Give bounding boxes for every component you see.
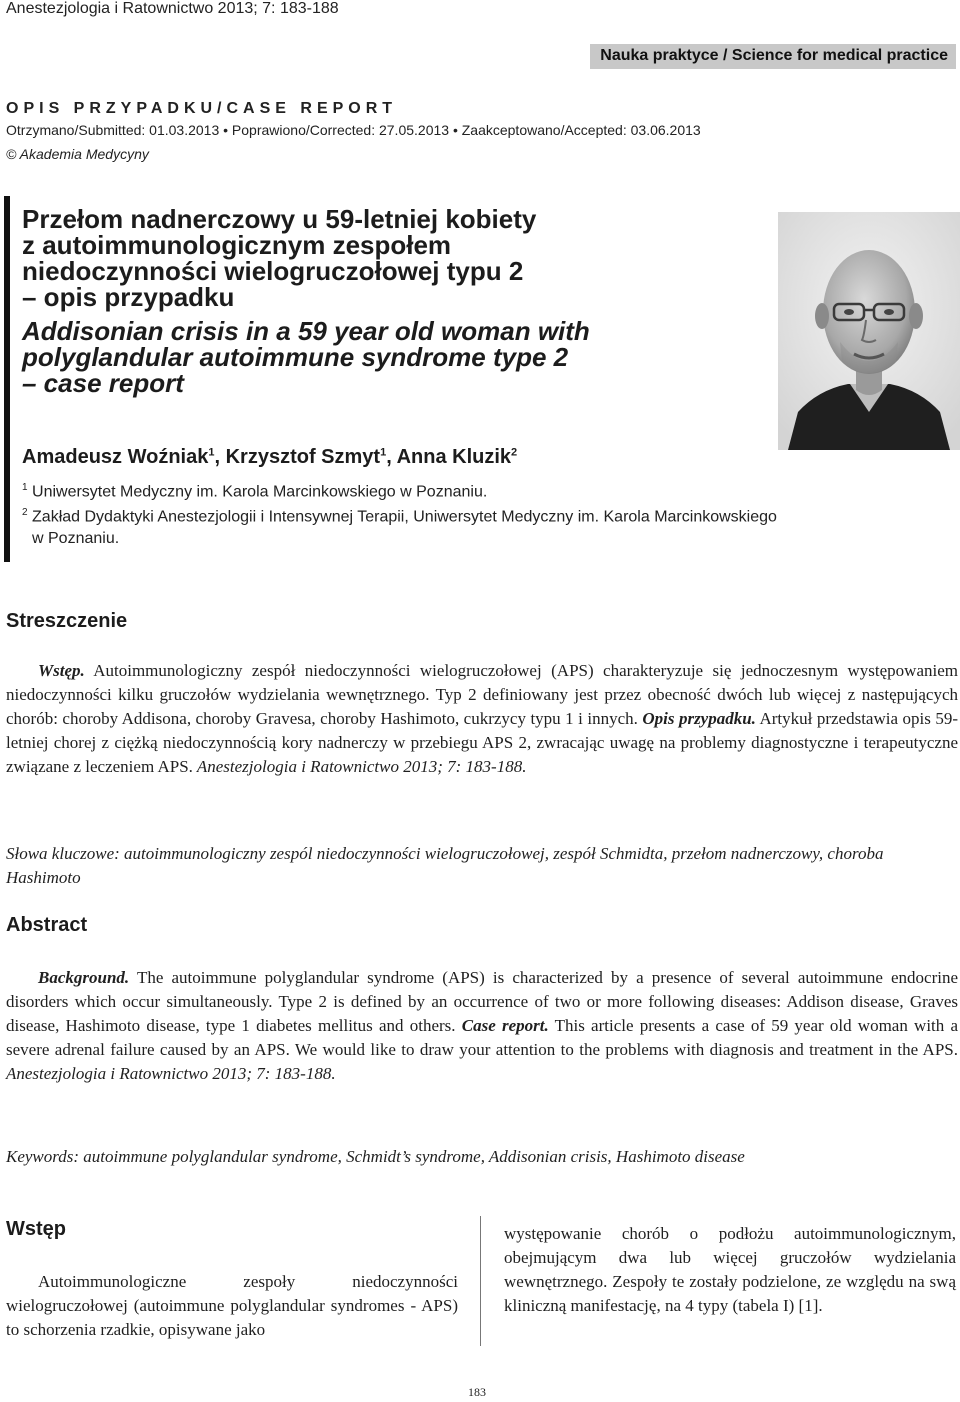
copyright-notice: © Akademia Medycyny — [6, 146, 149, 162]
affiliation-2 — [22, 502, 922, 550]
column-divider — [480, 1216, 481, 1346]
author-name: Amadeusz Woźniak — [22, 446, 209, 468]
label-background: Background. — [38, 968, 130, 987]
affiliation-number: 2 — [22, 507, 28, 518]
title-accent-bar — [4, 196, 10, 562]
case-text: Artykuł przedstawia opis 59-letniej chorej z ciężką niedoczynnością kory nadnerczy w przebiegu APS 2, zwracając uwagę na problemy diagnostyczne i terapeutyczne związane z leczeniem APS. — [6, 709, 958, 776]
author-affiliation-ref: 1 — [208, 446, 215, 459]
intro-text: Autoimmunologiczny zespół niedoczynności wielogruczołowej (APS) charakteryzuje się jednoczesnym występowaniem niedoczynności kilku gruczołów wydzielania wewnętrznego. Typ 2 definiowany jest przez obecność dwóch lub więcej z następujących chorób: choroby Addisona, choroby Gravesa, choroby Hashimoto, cukrzycy typu 1 i innych. — [6, 661, 958, 728]
author-name: Anna Kluzik — [396, 446, 512, 468]
title-polish-line: – opis przypadku — [22, 282, 235, 312]
affiliation-text-continued: w Poznaniu. — [32, 530, 120, 548]
author-affiliation-ref: 2 — [511, 446, 518, 459]
title-english-line: polyglandular autoimmune syndrome type 2 — [22, 342, 569, 372]
author-list — [22, 446, 517, 469]
page-number: 183 — [468, 1385, 486, 1399]
title-english-line: – case report — [22, 368, 184, 398]
label-intro: Wstęp. — [38, 661, 85, 680]
heading-streszczenie: Streszczenie — [6, 610, 128, 632]
title-polish — [22, 206, 762, 310]
author-affiliation-ref: 1 — [380, 446, 387, 459]
author-photo — [778, 212, 960, 450]
title-polish-line: Przełom nadnerczowy u 59-letniej kobiety — [22, 204, 537, 234]
journal-citation: Anestezjologia i Ratownictwo 2013; 7: 183-188 — [6, 0, 339, 17]
heading-abstract: Abstract — [6, 914, 88, 936]
label-case: Opis przypadku. — [642, 709, 756, 728]
title-polish-line: z autoimmunologicznym zespołem — [22, 230, 452, 260]
affiliation-1 — [22, 477, 922, 503]
article-type-label: OPIS PRZYPADKU/CASE REPORT — [6, 100, 398, 117]
author-name: Krzysztof Szmyt — [225, 446, 381, 468]
section-tag: Nauka praktyce / Science for medical practice — [590, 44, 956, 69]
affiliation-number: 1 — [22, 482, 28, 493]
title-polish-line: niedoczynności wielogruczołowej typu 2 — [22, 256, 524, 286]
title-english-line: Addisonian crisis in a 59 year old woman with — [22, 316, 590, 346]
abstract-paragraph — [6, 966, 958, 1086]
affiliation-text: Zakład Dydaktyki Anestezjologii i Intensywnej Terapii, Uniwersytet Medyczny im. Karola Marcinkowskiego — [32, 508, 777, 526]
citation: Anestezjologia i Ratownictwo 2013; 7: 183-188. — [192, 757, 527, 776]
citation: Anestezjologia i Ratownictwo 2013; 7: 183-188. — [6, 1064, 336, 1083]
streszczenie-paragraph — [6, 659, 958, 779]
body-column-right: występowanie chorób o podłożu autoimmunologicznym, obejmującym dwa lub więcej gruczołów wydzielania wewnętrznego. Zespoły te zostały podzielone, ze względu na swą kliniczną manifestację, na 4 typy (tabela I) [1]. — [504, 1224, 956, 1315]
title-english — [22, 318, 762, 396]
background-text: The autoimmune polyglandular syndrome (APS) is characterized by a presence of several autoimmune endocrine disorders which occur simultaneously. Type 2 is defined by an occurrence of two or more following diseases: Addison disease, Graves disease, Hashimoto disease, type 1 diabetes mellitus and others. — [6, 968, 958, 1035]
label-case-report: Case report. — [461, 1016, 549, 1035]
keywords-polish: Słowa kluczowe: autoimmunologiczny zespól niedoczynności wielogruczołowej, zespół Schmidta, przełom nadnerczowy, choroba Hashimoto — [6, 844, 884, 887]
case-report-text: This article presents a case of 59 year old woman with a severe adrenal failure caused by an APS. We would like to draw your attention to the problems with diagnosis and treatment in the APS. — [6, 1016, 959, 1059]
keywords-english: Keywords: autoimmune polyglandular syndrome, Schmidt’s syndrome, Addisonian crisis, Hashimoto disease — [6, 1147, 745, 1166]
body-column-left: Autoimmunologiczne zespoły niedoczynności wielogruczołowej (autoimmune polyglandular syndromes - APS) to schorzenia rzadkie, opisywane jako — [6, 1272, 458, 1339]
author-separator: , — [386, 446, 397, 468]
author-portrait-graphic — [778, 212, 960, 450]
heading-wstep: Wstęp — [6, 1218, 66, 1240]
author-separator: , — [214, 446, 226, 468]
submission-dates: Otrzymano/Submitted: 01.03.2013 • Poprawiono/Corrected: 27.05.2013 • Zaakceptowano/Accepted: 03.06.2013 — [6, 122, 701, 138]
affiliation-text: Uniwersytet Medyczny im. Karola Marcinkowskiego w Poznaniu. — [32, 483, 488, 501]
